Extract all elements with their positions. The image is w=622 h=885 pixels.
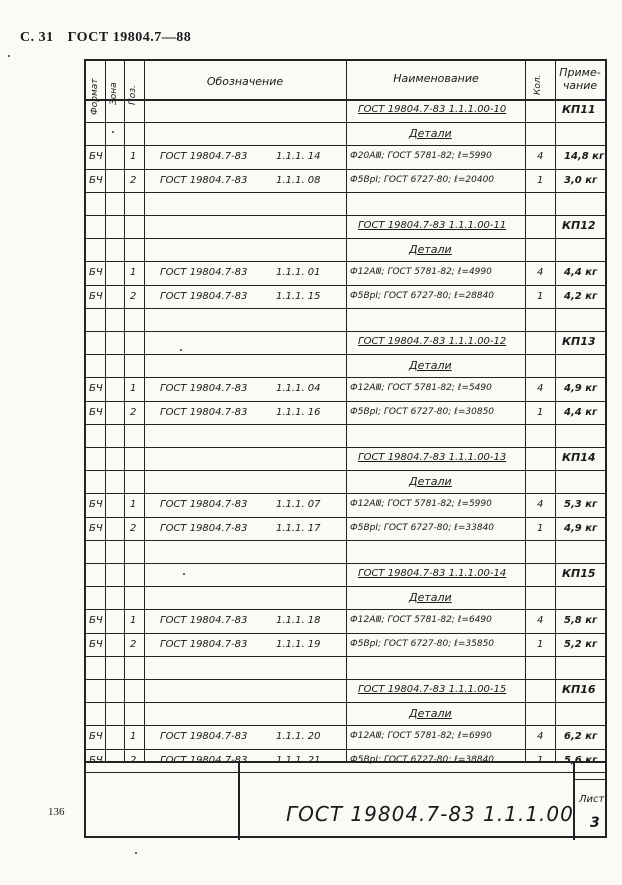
row-document: ГОСТ 19804.7-83 bbox=[160, 406, 248, 418]
sheet-number: 3 bbox=[590, 815, 600, 831]
row-code: 1.1.1. 15 bbox=[276, 290, 321, 302]
row-mass: 4,4 кг bbox=[564, 406, 598, 418]
row-document: ГОСТ 19804.7-83 bbox=[160, 638, 248, 650]
row-mass: 5,3 кг bbox=[564, 499, 598, 511]
row-document: ГОСТ 19804.7-83 bbox=[160, 290, 248, 302]
row-position: 1 bbox=[130, 383, 137, 395]
row-format: БЧ bbox=[89, 383, 103, 395]
row-document: ГОСТ 19804.7-83 bbox=[160, 615, 248, 627]
row-mass: 5,6 кг bbox=[564, 754, 598, 766]
row-qty: 1 bbox=[537, 174, 544, 186]
row-position: 1 bbox=[130, 499, 137, 511]
row-position: 1 bbox=[130, 151, 137, 163]
section-subheader: Детали bbox=[409, 243, 452, 257]
page-number: 136 bbox=[48, 806, 65, 818]
section-subheader: Детали bbox=[409, 475, 452, 489]
row-position: 1 bbox=[130, 267, 137, 279]
section-subheader: Детали bbox=[409, 707, 452, 721]
section-note: КП13 bbox=[562, 335, 596, 348]
row-document: ГОСТ 19804.7-83 bbox=[160, 731, 248, 743]
row-position: 2 bbox=[130, 406, 137, 418]
column-name-header: Наименование bbox=[393, 72, 479, 85]
row-format: БЧ bbox=[89, 754, 103, 766]
row-code: 1.1.1. 16 bbox=[276, 406, 321, 418]
section-note: КП11 bbox=[562, 103, 596, 116]
row-position: 2 bbox=[130, 522, 137, 534]
row-mass: 14,8 кг bbox=[564, 151, 605, 163]
row-mass: 4,2 кг bbox=[564, 290, 598, 302]
section-header: ГОСТ 19804.7-83 1.1.1.00-12 bbox=[358, 336, 507, 347]
row-mass: 6,2 кг bbox=[564, 731, 598, 743]
row-qty: 4 bbox=[537, 151, 544, 163]
row-qty: 4 bbox=[537, 267, 544, 279]
row-document: ГОСТ 19804.7-83 bbox=[160, 754, 248, 766]
column-designation-header: Обозначение bbox=[206, 75, 284, 88]
row-qty: 1 bbox=[537, 522, 544, 534]
row-code: 1.1.1. 21 bbox=[276, 754, 321, 766]
row-qty: 1 bbox=[537, 290, 544, 302]
row-name: Ф12АⅢ; ГОСТ 5781-82; ℓ=5490 bbox=[350, 383, 492, 394]
row-format: БЧ bbox=[89, 290, 103, 302]
row-name: Ф5ВрI; ГОСТ 6727-80; ℓ=20400 bbox=[350, 174, 495, 185]
row-name: Ф12АⅢ; ГОСТ 5781-82; ℓ=6990 bbox=[350, 731, 492, 742]
row-mass: 4,9 кг bbox=[564, 383, 598, 395]
row-position: 1 bbox=[130, 615, 137, 627]
column-note-line2: чание bbox=[562, 79, 598, 92]
row-name: Ф12АⅢ; ГОСТ 5781-82; ℓ=5990 bbox=[350, 499, 492, 510]
column-pos-header: Поз. bbox=[128, 85, 138, 105]
section-note: КП15 bbox=[562, 567, 596, 580]
column-qty-header: Кол. bbox=[533, 74, 543, 95]
row-qty: 4 bbox=[537, 615, 544, 627]
row-qty: 1 bbox=[537, 754, 544, 766]
row-mass: 5,8 кг bbox=[564, 615, 598, 627]
section-header: ГОСТ 19804.7-83 1.1.1.00-13 bbox=[358, 452, 507, 463]
column-note-line1: Приме- bbox=[559, 66, 601, 79]
row-qty: 4 bbox=[537, 499, 544, 511]
row-name: Ф20АⅢ; ГОСТ 5781-82; ℓ=5990 bbox=[350, 151, 492, 162]
specification-table bbox=[84, 59, 607, 838]
row-position: 1 bbox=[130, 731, 137, 743]
row-format: БЧ bbox=[89, 174, 103, 186]
row-position: 2 bbox=[130, 290, 137, 302]
row-code: 1.1.1. 18 bbox=[276, 615, 321, 627]
row-qty: 1 bbox=[537, 406, 544, 418]
row-code: 1.1.1. 17 bbox=[276, 522, 321, 534]
section-header: ГОСТ 19804.7-83 1.1.1.00-11 bbox=[358, 220, 507, 231]
row-name: Ф5ВрI; ГОСТ 6727-80; ℓ=28840 bbox=[350, 290, 495, 301]
section-header: ГОСТ 19804.7-83 1.1.1.00-14 bbox=[358, 568, 507, 579]
row-format: БЧ bbox=[89, 731, 103, 743]
row-format: БЧ bbox=[89, 522, 103, 534]
row-format: БЧ bbox=[89, 267, 103, 279]
row-qty: 4 bbox=[537, 383, 544, 395]
row-code: 1.1.1. 01 bbox=[276, 267, 321, 279]
row-mass: 3,0 кг bbox=[564, 174, 598, 186]
row-format: БЧ bbox=[89, 499, 103, 511]
row-document: ГОСТ 19804.7-83 bbox=[160, 522, 248, 534]
row-code: 1.1.1. 07 bbox=[276, 499, 321, 511]
row-mass: 4,9 кг bbox=[564, 522, 598, 534]
row-format: БЧ bbox=[89, 638, 103, 650]
row-document: ГОСТ 19804.7-83 bbox=[160, 499, 248, 511]
section-note: КП12 bbox=[562, 219, 596, 232]
section-note: КП16 bbox=[562, 683, 596, 696]
column-note-header bbox=[555, 66, 605, 92]
row-document: ГОСТ 19804.7-83 bbox=[160, 267, 248, 279]
row-name: Ф5ВрI; ГОСТ 6727-80; ℓ=33840 bbox=[350, 522, 495, 533]
stamp-title: ГОСТ 19804.7-83 1.1.1.00 bbox=[286, 802, 574, 826]
column-format-header: Формат bbox=[90, 78, 100, 115]
section-header: ГОСТ 19804.7-83 1.1.1.00-10 bbox=[358, 104, 507, 115]
row-name: Ф12АⅢ; ГОСТ 5781-82; ℓ=6490 bbox=[350, 615, 492, 626]
section-header: ГОСТ 19804.7-83 1.1.1.00-15 bbox=[358, 684, 507, 695]
row-document: ГОСТ 19804.7-83 bbox=[160, 174, 248, 186]
row-name: Ф5ВрI; ГОСТ 6727-80; ℓ=35850 bbox=[350, 638, 495, 649]
row-name: Ф5ВрI; ГОСТ 6727-80; ℓ=38840 bbox=[350, 754, 495, 765]
page-label: С. 31 bbox=[20, 30, 54, 45]
section-subheader: Детали bbox=[409, 127, 452, 141]
column-zone-header: Зона bbox=[109, 82, 119, 105]
row-qty: 1 bbox=[537, 638, 544, 650]
section-note: КП14 bbox=[562, 451, 596, 464]
row-name: Ф5ВрI; ГОСТ 6727-80; ℓ=30850 bbox=[350, 406, 495, 417]
row-format: БЧ bbox=[89, 406, 103, 418]
row-position: 2 bbox=[130, 754, 137, 766]
row-code: 1.1.1. 04 bbox=[276, 383, 321, 395]
row-qty: 4 bbox=[537, 731, 544, 743]
row-format: БЧ bbox=[89, 151, 103, 163]
row-mass: 5,2 кг bbox=[564, 638, 598, 650]
section-subheader: Детали bbox=[409, 359, 452, 373]
row-document: ГОСТ 19804.7-83 bbox=[160, 383, 248, 395]
row-position: 2 bbox=[130, 174, 137, 186]
row-code: 1.1.1. 08 bbox=[276, 174, 321, 186]
page-header bbox=[20, 30, 201, 46]
row-code: 1.1.1. 14 bbox=[276, 151, 321, 163]
standard-label: ГОСТ 19804.7—88 bbox=[67, 30, 192, 45]
row-mass: 4,4 кг bbox=[564, 267, 598, 279]
row-position: 2 bbox=[130, 638, 137, 650]
row-format: БЧ bbox=[89, 615, 103, 627]
section-subheader: Детали bbox=[409, 591, 452, 605]
row-document: ГОСТ 19804.7-83 bbox=[160, 151, 248, 163]
sheet-label: Лист bbox=[579, 794, 605, 805]
row-name: Ф12АⅢ; ГОСТ 5781-82; ℓ=4990 bbox=[350, 267, 492, 278]
row-code: 1.1.1. 20 bbox=[276, 731, 321, 743]
row-code: 1.1.1. 19 bbox=[276, 638, 321, 650]
